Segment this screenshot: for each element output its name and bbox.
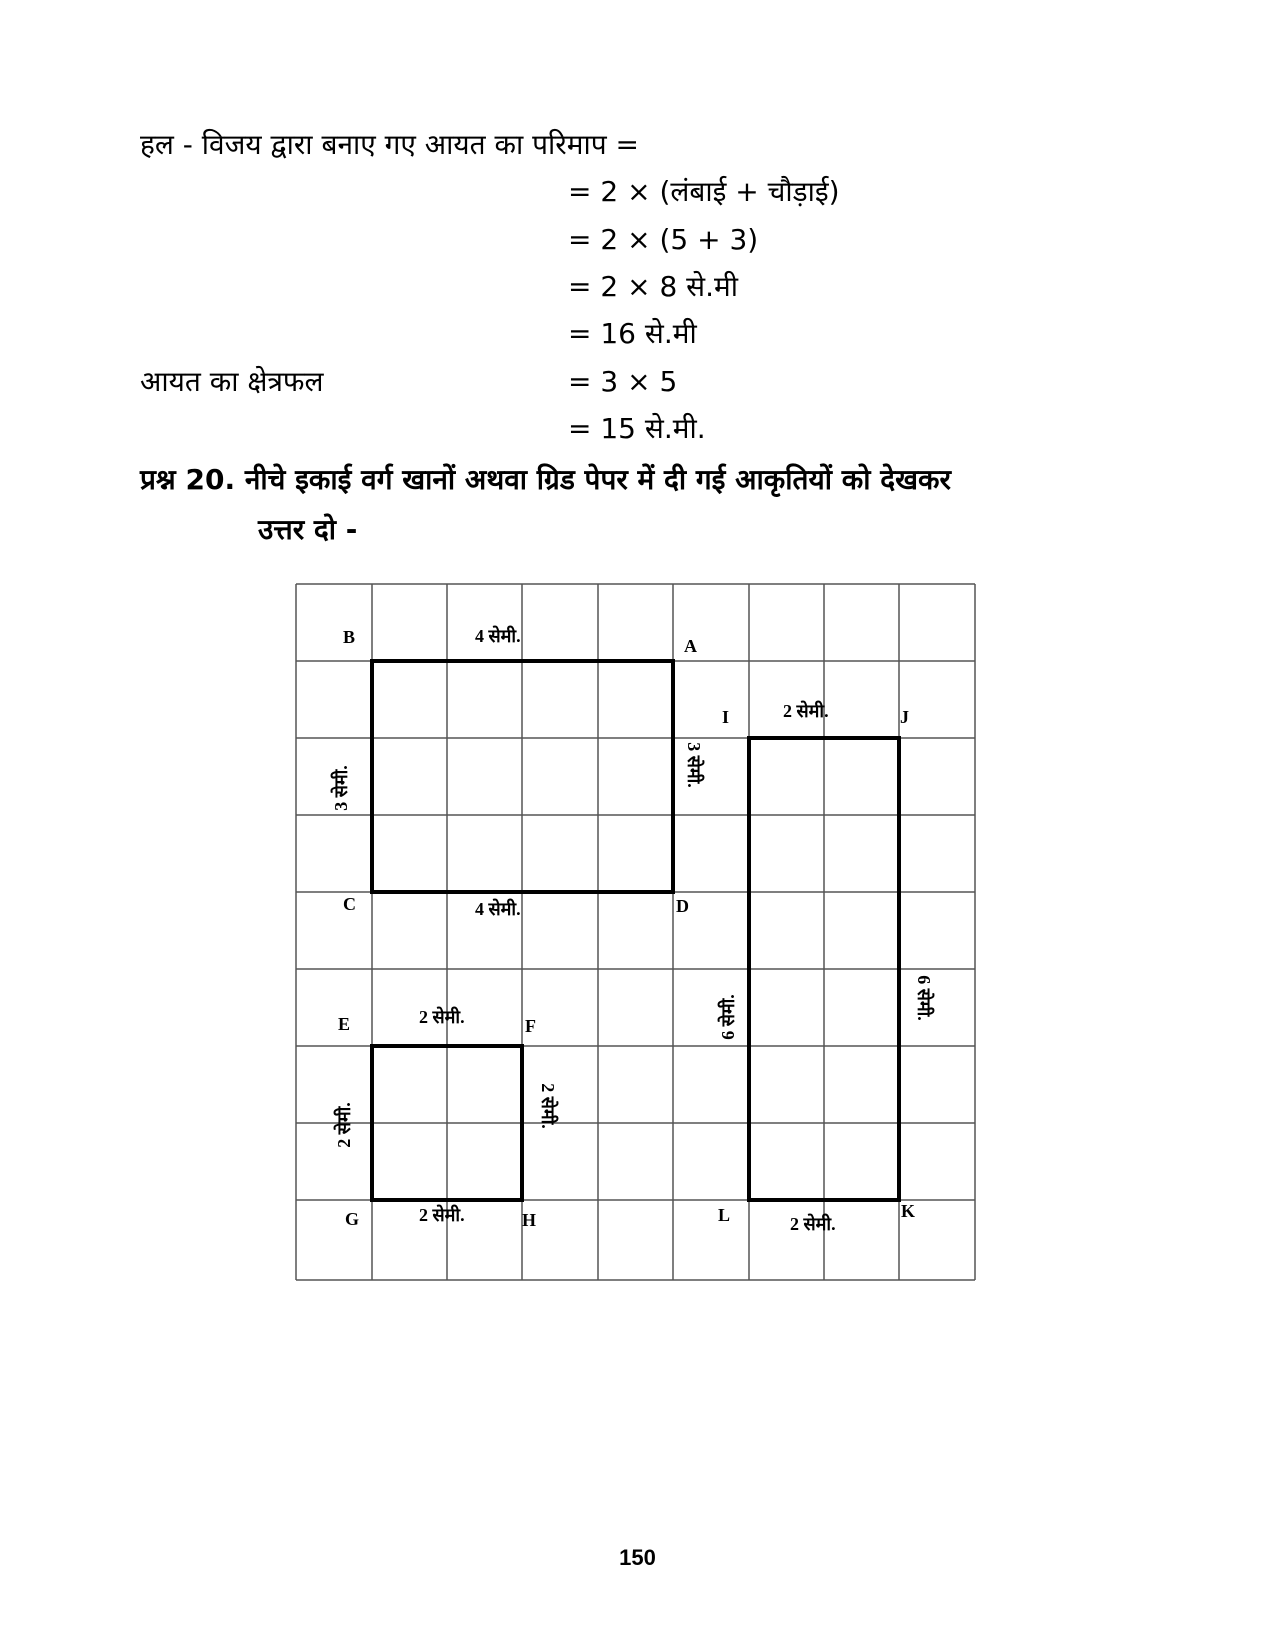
point-label-b: B [343, 627, 356, 647]
grid-lines [296, 584, 975, 1280]
measure-eg: 2 सेमी. [334, 1102, 354, 1148]
measure-ad: 3 सेमी. [684, 742, 704, 788]
page-number: 150 [619, 1545, 656, 1570]
measure-ef: 2 सेमी. [419, 1007, 465, 1027]
point-label-f: F [525, 1016, 536, 1036]
point-label-a: A [684, 636, 697, 656]
point-label-i: I [722, 707, 730, 727]
point-label-d: D [676, 896, 689, 916]
point-label-l: L [718, 1205, 731, 1225]
measure-ab: 4 सेमी. [475, 626, 521, 646]
measure-lk: 2 सेमी. [790, 1214, 836, 1234]
solution-intro: हल - विजय द्वारा बनाए गए आयत का परिमाप = [140, 128, 640, 161]
measure-cd: 4 सेमी. [475, 899, 521, 919]
point-label-k: K [901, 1201, 916, 1221]
point-label-e: E [338, 1014, 351, 1034]
question-line-1: प्रश्न 20. नीचे इकाई वर्ग खानों अथवा ग्रिड पेपर में दी गई आकृतियों को देखकर [140, 463, 951, 496]
point-label-j: J [900, 707, 909, 727]
question-line-2: उत्तर दो - [258, 513, 358, 546]
point-label-c: C [343, 894, 356, 914]
measure-fh: 2 सेमी. [538, 1083, 558, 1129]
area-step-1: = 3 × 5 [568, 365, 678, 398]
measure-il: 6 सेमी. [718, 994, 738, 1040]
measure-jk: 6 सेमी. [914, 975, 934, 1021]
perimeter-step-4: = 16 से.मी [568, 317, 697, 350]
area-label: आयत का क्षेत्रफल [140, 365, 324, 398]
area-step-2: = 15 से.मी. [568, 412, 706, 445]
perimeter-step-3: = 2 × 8 से.मी [568, 270, 738, 303]
point-label-g: G [345, 1209, 360, 1229]
perimeter-step-2: = 2 × (5 + 3) [568, 223, 759, 256]
measure-ij: 2 सेमी. [783, 701, 829, 721]
measure-gh: 2 सेमी. [419, 1205, 465, 1225]
point-label-h: H [522, 1210, 537, 1230]
measure-bc: 3 सेमी. [331, 765, 351, 811]
perimeter-step-1: = 2 × (लंबाई + चौड़ाई) [568, 175, 840, 208]
